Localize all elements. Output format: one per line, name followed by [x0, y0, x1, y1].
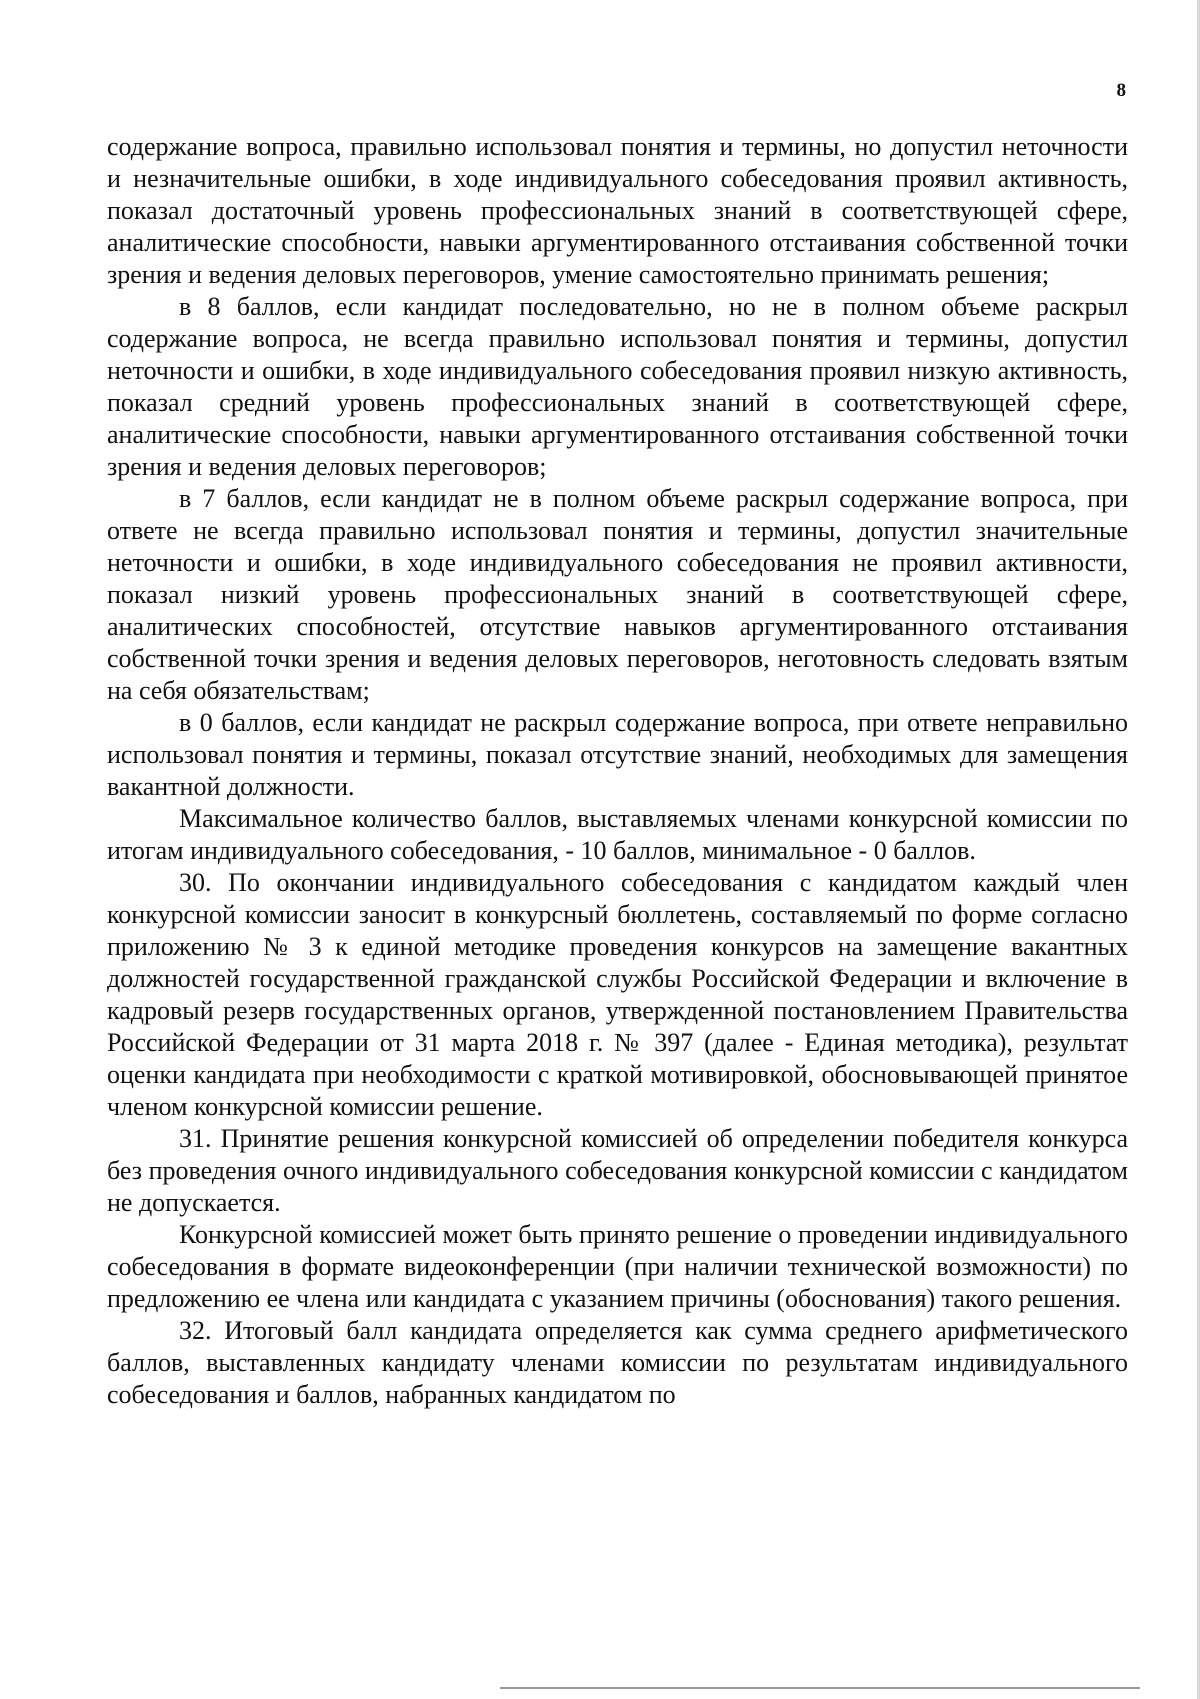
- paragraph-score-0: в 0 баллов, если кандидат не раскрыл содержание вопроса, при ответе неправильно использовал понятия и термины, показал отсутствие знаний, необходимых для замещения вакантной должности.: [107, 708, 1128, 801]
- paragraph-videoconference: Конкурсной комиссией может быть принято решение о проведении индивидуального собеседования в формате видеоконференции (при наличии технической возможности) по предложению ее члена или кандидата с указанием причины (обоснования) такого решения.: [107, 1220, 1128, 1313]
- paragraph-item-30: 30. По окончании индивидуального собеседования с кандидатом каждый член конкурсной комиссии заносит в конкурсный бюллетень, составляемый по форме согласно приложению № 3 к единой методике проведения конкурсов на замещение вакантных должностей государственной гражданской службы Российской Федерации и включение в кадровый резерв государственных органов, утвержденной постановлением Правительства Российской Федерации от 31 марта 2018 г. № 397 (далее - Единая методика), результат оценки кандидата при необходимости с краткой мотивировкой, обосновывающей принятое членом конкурсной комиссии решение.: [107, 868, 1128, 1121]
- page-number: 8: [1116, 80, 1126, 101]
- document-body: [107, 131, 1128, 1411]
- footer-divider: [500, 1687, 1140, 1689]
- paragraph-continuation: содержание вопроса, правильно использовал понятия и термины, но допустил неточности и незначительные ошибки, в ходе индивидуального собеседования проявил активность, показал достаточный уровень профессиональных знаний в соответствующей сфере, аналитические способности, навыки аргументированного отстаивания собственной точки зрения и ведения деловых переговоров, умение самостоятельно принимать решения;: [107, 132, 1128, 289]
- paragraph-item-31: 31. Принятие решения конкурсной комиссией об определении победителя конкурса без проведения очного индивидуального собеседования конкурсной комиссии с кандидатом не допускается.: [107, 1124, 1128, 1217]
- paragraph-score-8: в 8 баллов, если кандидат последовательно, но не в полном объеме раскрыл содержание вопроса, не всегда правильно использовал понятия и термины, допустил неточности и ошибки, в ходе индивидуального собеседования проявил низкую активность, показал средний уровень профессиональных знаний в соответствующей сфере, аналитические способности, навыки аргументированного отстаивания собственной точки зрения и ведения деловых переговоров;: [107, 292, 1128, 481]
- paragraph-max-score: Максимальное количество баллов, выставляемых членами конкурсной комиссии по итогам индивидуального собеседования, - 10 баллов, минимальное - 0 баллов.: [107, 804, 1128, 865]
- paragraph-score-7: в 7 баллов, если кандидат не в полном объеме раскрыл содержание вопроса, при ответе не всегда правильно использовал понятия и термины, допустил значительные неточности и ошибки, в ходе индивидуального собеседования не проявил активности, показал низкий уровень профессиональных знаний в соответствующей сфере, аналитических способностей, отсутствие навыков аргументированного отстаивания собственной точки зрения и ведения деловых переговоров, неготовность следовать взятым на себя обязательствам;: [107, 484, 1128, 705]
- paragraph-item-32: 32. Итоговый балл кандидата определяется как сумма среднего арифметического баллов, выставленных кандидату членами комиссии по результатам индивидуального собеседования и баллов, набранных кандидатом по: [107, 1316, 1128, 1409]
